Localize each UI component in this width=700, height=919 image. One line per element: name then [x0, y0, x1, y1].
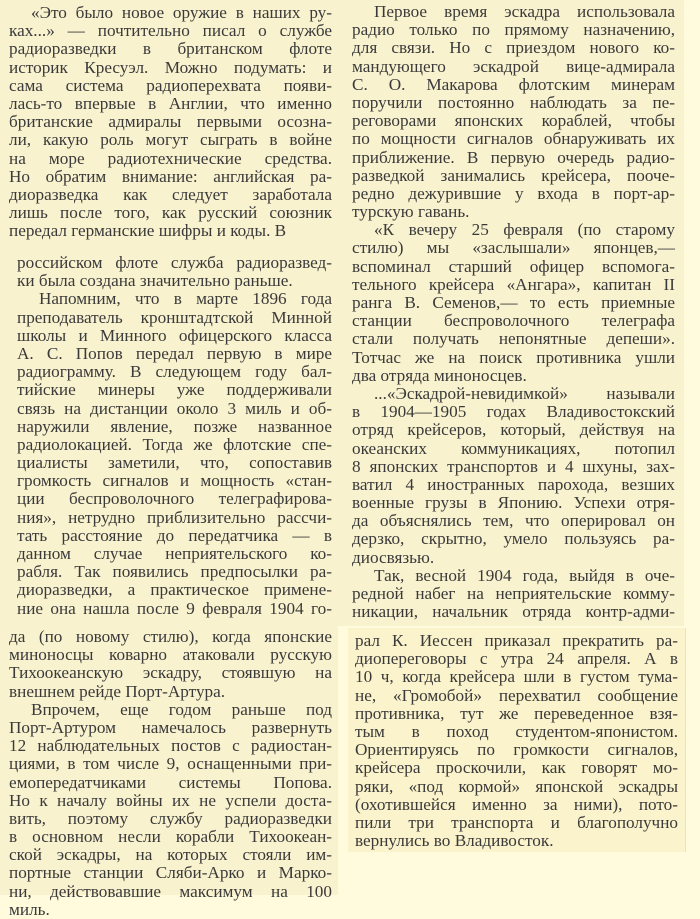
- text-line: тать расстояние до передатчика — в: [17, 525, 332, 545]
- text-line: диопереговоры с утра 24 апреля. А в: [355, 649, 678, 669]
- text-line: стилю) мы «заслышали» японцев,—: [352, 238, 675, 258]
- right-column-block-2: [355, 632, 678, 850]
- text-line: Тихоокеанскую эскадру, стоявшую на: [9, 663, 332, 683]
- text-line: историк Кресуэл. Можно подумать: и: [9, 57, 332, 77]
- text-line: емопередатчиками системы Попова.: [9, 772, 332, 792]
- text-line: 10 ч, когда крейсера шли в густом тума-: [355, 667, 678, 687]
- text-line: два отряда миноносцев.: [352, 365, 527, 385]
- text-line: данном случае неприятельского ко-: [17, 544, 332, 563]
- text-line: ках...» — почтительно писал о службе: [9, 21, 332, 41]
- text-line: британские адмиралы первыми осозна-: [9, 112, 332, 132]
- text-line: диоразведка как следует заработала: [9, 184, 332, 204]
- text-line: наружили явление, позже названное: [17, 416, 332, 436]
- text-line: Впрочем, еще годом раньше под: [31, 699, 332, 719]
- text-line: радиолокацией. Тогда же флотские спе-: [17, 434, 332, 454]
- text-line: стали получать непонятные депеши».: [352, 329, 675, 349]
- right-column-block-1: [352, 3, 675, 621]
- text-line: поручили постоянно наблюдать за пе-: [352, 92, 675, 112]
- text-line: 8 японских транспортов и 4 шхуны, зах-: [352, 456, 675, 476]
- text-line: для связи. Но с приездом нового ко-: [352, 38, 675, 58]
- text-line: военные грузы в Японию. Успехи отря-: [352, 493, 675, 513]
- text-line: радиограмму. В следующем году бал-: [17, 362, 332, 382]
- text-line: станции беспроволочного телеграфа: [352, 311, 675, 331]
- text-line: редно дежурившие у входа в порт-ар-: [352, 183, 675, 203]
- text-line: внешнем рейде Порт-Артура.: [9, 681, 226, 701]
- text-line: радиоразведки в британском флоте: [9, 39, 332, 59]
- text-line: океанских коммуникациях, потопил: [352, 438, 675, 458]
- text-line: по мощности сигналов обнаруживать их: [352, 129, 675, 149]
- text-line: диоразведки, а практическое примене-: [17, 580, 332, 600]
- text-line: миль.: [9, 899, 50, 919]
- text-line: ряки, «под кормой» японской эскадры: [355, 776, 678, 796]
- text-line: Напомним, что в марте 1896 года: [39, 289, 332, 309]
- text-line: да объяснялись тем, что оперировал он: [352, 511, 675, 531]
- text-line: связь на дистанции около 3 миль и об-: [17, 398, 332, 418]
- text-line: противника, тут же переведенное взя-: [355, 703, 678, 723]
- text-line: вить, поэтому службу радиоразведки: [9, 808, 332, 828]
- text-line: лишь после того, как русский союзник: [9, 203, 332, 223]
- text-line: крейсера проскочили, как говорят мо-: [355, 758, 678, 778]
- text-line: миноносцы коварно атаковали русскую: [9, 645, 332, 665]
- text-line: (охотившейся именно за ними), пото-: [355, 794, 678, 814]
- text-line: никации, начальник отряда контр-адми-: [352, 602, 675, 622]
- text-line: передал германские шифры и коды. В: [9, 221, 287, 241]
- text-line: портные станции Сляби-Арко и Марко-: [9, 863, 332, 883]
- text-line: ние она нашла после 9 февраля 1904 го-: [17, 598, 332, 618]
- text-line: диосвязью.: [352, 547, 435, 567]
- text-line: ватил 4 иностранных парохода, везших: [352, 474, 675, 494]
- text-line: ни, действовавшие максимум на 100: [9, 881, 332, 901]
- text-line: ской эскадры, на которых стояли им-: [9, 845, 332, 865]
- left-column-block-2: [17, 254, 332, 618]
- text-line: циалисты заметили, что, сопоставив: [17, 453, 332, 473]
- text-line: Порт-Артуром намечалось развернуть: [9, 717, 332, 737]
- text-line: пили три транспорта и благополучно: [355, 812, 678, 832]
- text-line: приближение. В первую очередь радио-: [352, 147, 675, 167]
- text-line: тым в поход студентом-японистом.: [355, 721, 678, 741]
- text-line: тийские минеры уже поддерживали: [17, 380, 332, 400]
- text-line: циями, в том числе 9, оснащенными при-: [9, 754, 332, 774]
- text-line: Ориентируясь по громкости сигналов,: [355, 740, 678, 760]
- text-line: отряд крейсеров, который, действуя на: [352, 420, 675, 440]
- text-line: Но обратим внимание: английская ра-: [9, 166, 332, 186]
- text-line: не, «Громобой» перехватил сообщение: [355, 685, 678, 705]
- text-line: С. О. Макарова флотским минерам: [352, 74, 675, 94]
- text-line: «К вечеру 25 февраля (по старому: [374, 220, 675, 240]
- text-line: в основном несли корабли Тихоокеан-: [9, 827, 332, 847]
- text-line: «Это было новое оружие в наших ру-: [31, 3, 332, 22]
- text-line: Первое время эскадра использовала: [374, 2, 675, 21]
- text-line: школы и Минного офицерского класса: [17, 325, 332, 345]
- left-column-block-1: [9, 4, 332, 240]
- text-line: ранга В. Семенов,— то есть приемные: [352, 293, 675, 312]
- text-line: Но к началу войны их не успели доста-: [9, 790, 332, 810]
- text-line: российском флоте служба радиоразвед-: [17, 253, 332, 272]
- text-line: тельного крейсера «Ангара», капитан II: [352, 274, 675, 294]
- text-line: рал К. Иессен приказал прекратить ра-: [355, 631, 678, 650]
- text-line: реговорами японских кораблей, чтобы: [352, 111, 675, 131]
- text-line: дерзко, скрытно, умело пользуясь ра-: [352, 529, 675, 549]
- text-line: громкость сигналов и мощность «стан-: [17, 471, 332, 491]
- text-line: разведкой занимались крейсера, пооче-: [352, 165, 675, 185]
- text-line: на море радиотехнические средства.: [9, 148, 332, 168]
- text-line: радио только по прямому назначению,: [352, 20, 675, 40]
- text-line: вспоминал старший офицер вспомога-: [352, 256, 675, 276]
- text-line: рабля. Так появились предпосылки ра-: [17, 562, 332, 582]
- text-line: ции беспроволочного телеграфирова-: [17, 489, 332, 509]
- text-line: ...«Эскадрой-невидимкой» называли: [374, 383, 675, 403]
- text-line: редной набег на неприятельские комму-: [352, 584, 675, 603]
- text-line: вернулись во Владивосток.: [355, 831, 554, 851]
- text-line: ки была создана значительно раньше.: [17, 271, 293, 291]
- text-line: сама система радиоперехвата появи-: [9, 75, 332, 95]
- text-line: А. С. Попов передал первую в мире: [17, 343, 332, 363]
- left-column-block-3: [9, 628, 332, 919]
- text-line: Тотчас же на поиск противника ушли: [352, 347, 675, 367]
- text-line: лась-то впервые в Англии, что именно: [9, 93, 332, 113]
- text-line: ли, какую роль могут сыграть в войне: [9, 130, 332, 150]
- text-line: 12 наблюдательных постов с радиостан-: [9, 736, 332, 756]
- text-line: ния», нетрудно приблизительно рассчи-: [17, 507, 332, 527]
- text-line: мандующего эскадрой вице-адмирала: [352, 56, 675, 76]
- text-line: преподаватель кронштадтской Минной: [17, 307, 332, 327]
- text-line: да (по новому стилю), когда японские: [9, 627, 332, 646]
- text-line: турскую гавань.: [352, 202, 470, 222]
- text-line: Так, весной 1904 года, выйдя в оче-: [374, 565, 675, 585]
- text-line: в 1904—1905 годах Владивостокский: [352, 402, 675, 422]
